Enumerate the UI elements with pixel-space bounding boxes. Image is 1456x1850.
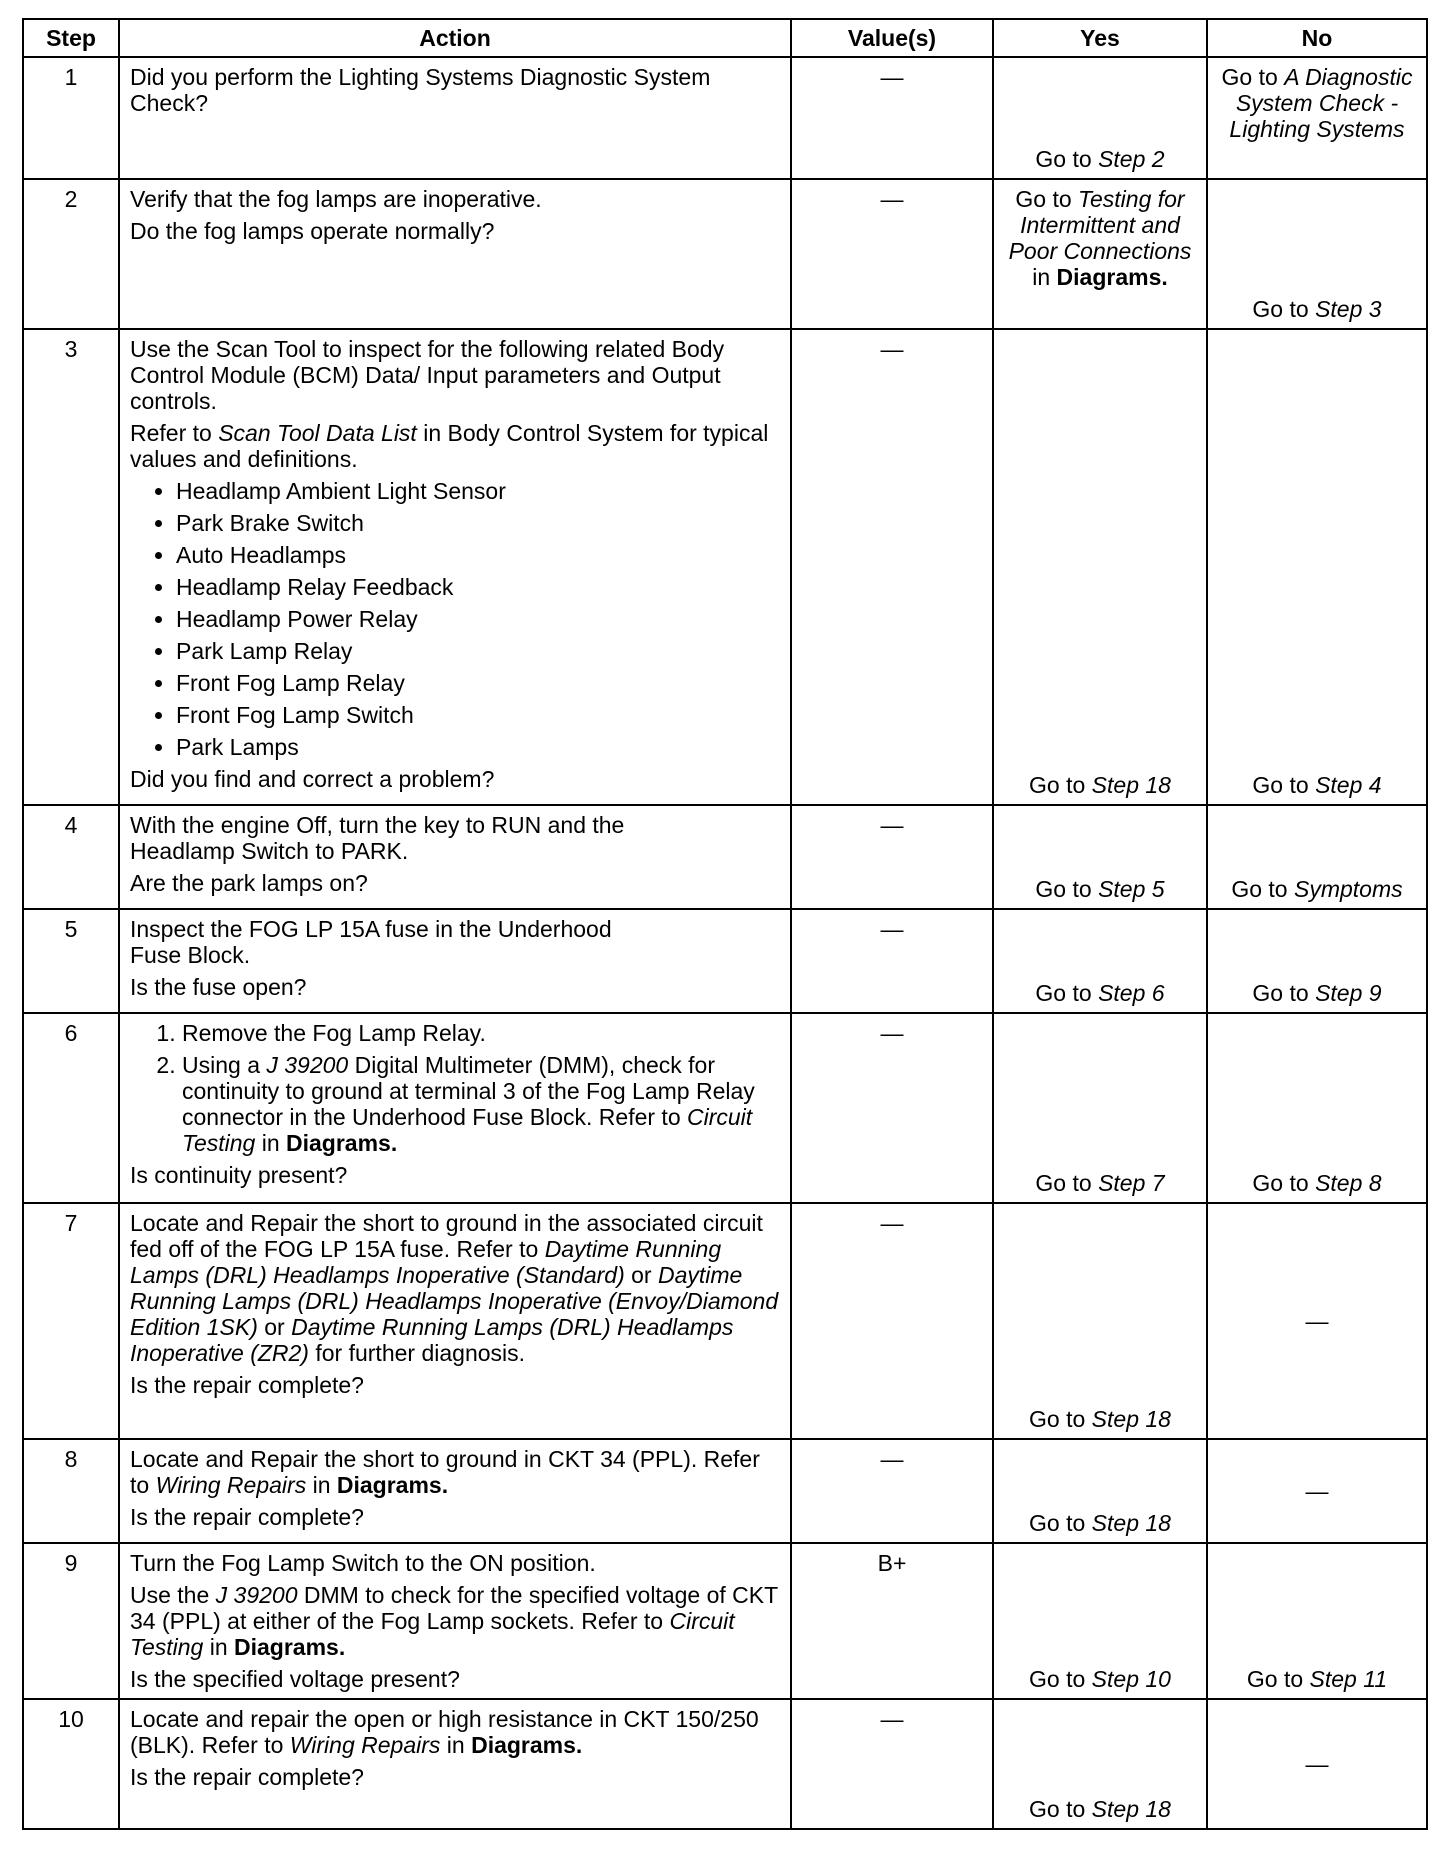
header-step: Step bbox=[23, 19, 119, 57]
value-cell: — bbox=[791, 909, 993, 1013]
yes-cell: Go to Step 6 bbox=[993, 909, 1207, 1013]
header-no: No bbox=[1207, 19, 1427, 57]
value-cell: — bbox=[791, 329, 993, 805]
list-item: 2. Using a J 39200 Digital Multimeter (DMM), check for continuity to ground at terminal 3 of the Fog Lamp Relay connector in the Underhood Fuse Block. Refer to Circuit Testing in Diagrams. bbox=[182, 1052, 780, 1156]
yes-cell: Go to Testing for Intermittent and Poor Connections in Diagrams. bbox=[993, 179, 1207, 329]
step-number: 8 bbox=[23, 1439, 119, 1543]
action-text: Locate and Repair the short to ground in the associated circuit fed off of the FOG LP 15A fuse. Refer to Daytime Running Lamps (DRL) Headlamps Inoperative (Standard) or Daytime Running Lamps (DRL) Headlamps Inoperative (Envoy/Diamond Edition 1SK) or Daytime Running Lamps (DRL) Headlamps Inoperative (ZR2) for further diagnosis. bbox=[130, 1210, 779, 1366]
action-question: Is the repair complete? bbox=[130, 1372, 364, 1398]
action-question: Is continuity present? bbox=[130, 1162, 348, 1188]
no-cell: Go to Step 4 bbox=[1207, 329, 1427, 805]
yes-cell: Go to Step 2 bbox=[993, 57, 1207, 179]
action-question: Do the fog lamps operate normally? bbox=[130, 218, 495, 244]
action-cell bbox=[119, 1699, 791, 1829]
step-reference: Step 6 bbox=[1098, 980, 1165, 1006]
list-item: • Headlamp Relay Feedback bbox=[176, 574, 780, 601]
value-cell: — bbox=[791, 1013, 993, 1203]
table-row-step-9 bbox=[23, 1543, 1427, 1699]
action-text: Locate and repair the open or high resistance in CKT 150/250 (BLK). Refer to Wiring Repairs in Diagrams. bbox=[130, 1706, 759, 1758]
action-question: Is the repair complete? bbox=[130, 1764, 364, 1790]
action-text: Use the Scan Tool to inspect for the following related Body Control Module (BCM) Data/ Input parameters and Output controls. bbox=[130, 336, 725, 414]
action-text: Inspect the FOG LP 15A fuse in the Underhood Fuse Block. bbox=[130, 916, 612, 968]
table-row-step-4 bbox=[23, 805, 1427, 909]
step-reference: Step 18 bbox=[1091, 1406, 1171, 1432]
action-cell bbox=[119, 1013, 791, 1203]
value-cell: B+ bbox=[791, 1543, 993, 1699]
no-cell: Go to A Diagnostic System Check - Lighting Systems bbox=[1207, 57, 1427, 179]
list-item: • Park Lamp Relay bbox=[176, 638, 780, 665]
no-cell: Go to Step 3 bbox=[1207, 179, 1427, 329]
value-cell: — bbox=[791, 1699, 993, 1829]
list-item: • Park Lamps bbox=[176, 734, 780, 761]
action-text: Verify that the fog lamps are inoperative. bbox=[130, 186, 542, 212]
no-cell: Go to Step 9 bbox=[1207, 909, 1427, 1013]
step-reference: Step 9 bbox=[1315, 980, 1382, 1006]
table-row-step-2 bbox=[23, 179, 1427, 329]
list-item: • Front Fog Lamp Switch bbox=[176, 702, 780, 729]
step-number: 2 bbox=[23, 179, 119, 329]
action-text: Locate and Repair the short to ground in CKT 34 (PPL). Refer to Wiring Repairs in Diagrams. bbox=[130, 1446, 760, 1498]
procedure-reference: Symptoms bbox=[1294, 876, 1403, 902]
no-cell: — bbox=[1207, 1203, 1427, 1439]
step-reference: Step 7 bbox=[1098, 1170, 1165, 1196]
yes-cell: Go to Step 18 bbox=[993, 329, 1207, 805]
diagnostic-table bbox=[22, 18, 1428, 1830]
step-number: 6 bbox=[23, 1013, 119, 1203]
parameter-list bbox=[130, 478, 780, 761]
action-cell bbox=[119, 1203, 791, 1439]
list-item: • Auto Headlamps bbox=[176, 542, 780, 569]
procedure-reference: A Diagnostic System Check - Lighting Systems bbox=[1229, 64, 1413, 142]
action-question: Is the specified voltage present? bbox=[130, 1666, 460, 1692]
no-cell: Go to Step 8 bbox=[1207, 1013, 1427, 1203]
table-row-step-6 bbox=[23, 1013, 1427, 1203]
step-reference: Step 4 bbox=[1315, 772, 1382, 798]
yes-cell: Go to Step 5 bbox=[993, 805, 1207, 909]
list-item: • Headlamp Power Relay bbox=[176, 606, 780, 633]
step-reference: Step 2 bbox=[1098, 146, 1165, 172]
value-cell: — bbox=[791, 179, 993, 329]
step-reference: Step 18 bbox=[1091, 1510, 1171, 1536]
value-cell: — bbox=[791, 1439, 993, 1543]
list-item: 1. Remove the Fog Lamp Relay. bbox=[182, 1020, 780, 1046]
procedure-list bbox=[130, 1020, 780, 1156]
yes-cell: Go to Step 7 bbox=[993, 1013, 1207, 1203]
value-cell: — bbox=[791, 1203, 993, 1439]
list-item: • Headlamp Ambient Light Sensor bbox=[176, 478, 780, 505]
action-cell bbox=[119, 329, 791, 805]
step-reference: Step 11 bbox=[1309, 1666, 1388, 1692]
table-row-step-1 bbox=[23, 57, 1427, 179]
no-cell: Go to Step 11 bbox=[1207, 1543, 1427, 1699]
step-reference: Step 10 bbox=[1091, 1666, 1171, 1692]
action-cell bbox=[119, 179, 791, 329]
action-refer: Refer to Scan Tool Data List in Body Control System for typical values and definitions. bbox=[130, 420, 769, 472]
action-cell bbox=[119, 805, 791, 909]
value-cell: — bbox=[791, 57, 993, 179]
step-reference: Step 3 bbox=[1315, 296, 1382, 322]
step-number: 10 bbox=[23, 1699, 119, 1829]
value-cell: — bbox=[791, 805, 993, 909]
list-item: • Front Fog Lamp Relay bbox=[176, 670, 780, 697]
action-question: Did you find and correct a problem? bbox=[130, 766, 495, 792]
step-reference: Step 8 bbox=[1315, 1170, 1382, 1196]
list-item: • Park Brake Switch bbox=[176, 510, 780, 537]
yes-cell: Go to Step 18 bbox=[993, 1699, 1207, 1829]
procedure-reference: Testing for Intermittent and Poor Connections bbox=[1008, 186, 1192, 264]
action-instruction: Use the J 39200 DMM to check for the specified voltage of CKT 34 (PPL) at either of the Fog Lamp sockets. Refer to Circuit Testing in Diagrams. bbox=[130, 1582, 778, 1660]
header-yes: Yes bbox=[993, 19, 1207, 57]
step-number: 7 bbox=[23, 1203, 119, 1439]
step-reference: Step 5 bbox=[1098, 876, 1165, 902]
table-row-step-10 bbox=[23, 1699, 1427, 1829]
header-row bbox=[23, 19, 1427, 57]
yes-cell: Go to Step 18 bbox=[993, 1439, 1207, 1543]
action-text: With the engine Off, turn the key to RUN and the Headlamp Switch to PARK. bbox=[130, 812, 625, 864]
action-cell bbox=[119, 57, 791, 179]
no-cell: — bbox=[1207, 1439, 1427, 1543]
header-action: Action bbox=[119, 19, 791, 57]
step-number: 4 bbox=[23, 805, 119, 909]
table-row-step-5 bbox=[23, 909, 1427, 1013]
step-number: 1 bbox=[23, 57, 119, 179]
action-cell bbox=[119, 909, 791, 1013]
action-question: Is the fuse open? bbox=[130, 974, 307, 1000]
step-number: 5 bbox=[23, 909, 119, 1013]
no-cell: — bbox=[1207, 1699, 1427, 1829]
table-row-step-8 bbox=[23, 1439, 1427, 1543]
no-cell: Go to Symptoms bbox=[1207, 805, 1427, 909]
action-cell bbox=[119, 1543, 791, 1699]
header-values: Value(s) bbox=[791, 19, 993, 57]
table-row-step-3 bbox=[23, 329, 1427, 805]
step-reference: Step 18 bbox=[1091, 772, 1171, 798]
step-number: 3 bbox=[23, 329, 119, 805]
action-question: Is the repair complete? bbox=[130, 1504, 364, 1530]
action-text: Did you perform the Lighting Systems Diagnostic System Check? bbox=[130, 64, 711, 116]
step-reference: Step 18 bbox=[1091, 1796, 1171, 1822]
table-row-step-7 bbox=[23, 1203, 1427, 1439]
yes-cell: Go to Step 18 bbox=[993, 1203, 1207, 1439]
step-number: 9 bbox=[23, 1543, 119, 1699]
action-text: Turn the Fog Lamp Switch to the ON position. bbox=[130, 1550, 596, 1576]
action-question: Are the park lamps on? bbox=[130, 870, 368, 896]
action-cell bbox=[119, 1439, 791, 1543]
yes-cell: Go to Step 10 bbox=[993, 1543, 1207, 1699]
